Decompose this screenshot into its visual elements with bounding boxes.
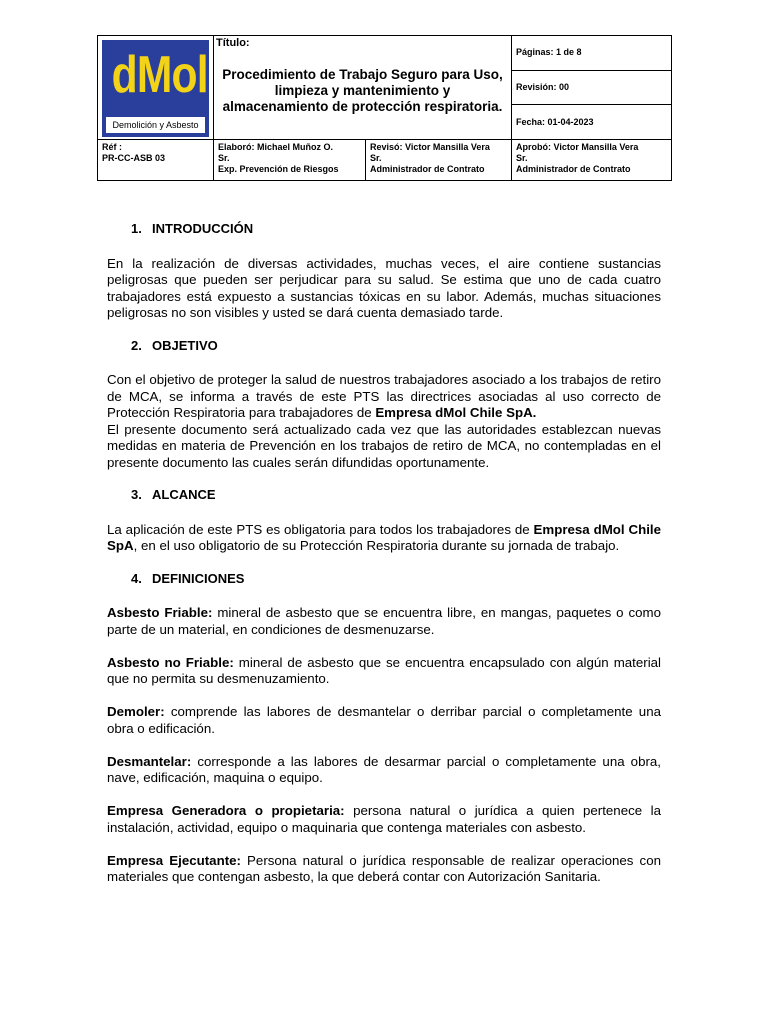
section-number: 2. xyxy=(131,337,142,353)
definition-term: Asbesto no Friable: xyxy=(107,654,234,670)
document-header-table xyxy=(97,35,672,181)
reference-code: PR-CC-ASB 03 xyxy=(102,153,166,163)
elaborated-by-name: Elaboró: Michael Muñoz O. xyxy=(218,142,334,152)
reviewed-by-name: Revisó: Victor Mansilla Vera xyxy=(370,142,490,152)
definition-item xyxy=(107,605,661,638)
definition-text: comprende las labores de desmantelar o derribar parcial o completamente una obra o edificación. xyxy=(107,704,661,736)
definition-term: Empresa Ejecutante: xyxy=(107,852,241,868)
objetivo-paragraph-2: El presente documento será actualizado cada vez que las autoridades establezcan nuevas medidas en materia de Prevención en los trabajos de retiro de MCA, no contempladas en el presente documento las cuales serán difundidas oportunamente. xyxy=(107,421,661,470)
logo-wordmark: dMol xyxy=(111,46,208,104)
reviewed-by-cell xyxy=(366,140,512,181)
section-title: ALCANCE xyxy=(152,487,216,502)
document-title: Procedimiento de Trabajo Seguro para Uso, limpieza y mantenimiento y almacenamiento de protección respiratoria. xyxy=(222,67,503,114)
section-number: 3. xyxy=(131,487,142,502)
reviewed-by-title: Sr. xyxy=(370,153,382,163)
definition-term: Asbesto Friable: xyxy=(107,605,213,620)
section-title: DEFINICIONES xyxy=(152,570,245,586)
section-number: 4. xyxy=(131,570,142,586)
alcance-text: La aplicación de este PTS es obligatoria para todos los trabajadores de xyxy=(107,521,534,537)
objetivo-paragraph-1 xyxy=(107,372,661,422)
objetivo-text: Con el objetivo de proteger la salud de nuestros trabajadores asociado a los trabajos de retiro de MCA, se informa a través de este PTS las directrices asociadas al uso correcto de Protección Respiratoria para trabajadores de xyxy=(107,372,661,420)
title-cell xyxy=(214,36,512,140)
approved-by-role: Administrador de Contrato xyxy=(516,164,631,174)
alcance-text-end: , en el uso obligatorio de su Protección Respiratoria durante su jornada de trabajo. xyxy=(133,538,620,553)
section-heading-objetivo xyxy=(107,338,661,355)
introduccion-paragraph: En la realización de diversas actividades, muchas veces, el aire contiene sustancias peligrosas que pueden ser perjudicar para su salud. Se estima que uno de cada cuatro trabajadores está expuesto a sustancias tóxicas en su labor. Además, muchas situaciones peligrosas no son visibles y usted se dará cuenta demasiado tarde. xyxy=(107,255,661,320)
section-title: OBJETIVO xyxy=(152,337,218,353)
reviewed-by-role: Administrador de Contrato xyxy=(370,164,485,174)
definition-item xyxy=(107,704,661,737)
document-body xyxy=(107,221,661,902)
company-name: Empresa dMol Chile SpA xyxy=(107,521,661,553)
definition-term: Desmantelar: xyxy=(107,753,192,769)
definition-term: Empresa Generadora o propietaria: xyxy=(107,803,345,818)
section-heading-alcance xyxy=(107,487,661,504)
revision-cell: Revisión: 00 xyxy=(512,70,672,105)
company-name: Empresa dMol Chile SpA. xyxy=(375,405,537,420)
section-heading-definiciones xyxy=(107,571,661,588)
definition-item xyxy=(107,655,661,688)
logo-tagline: Demolición y Asbesto xyxy=(106,117,205,133)
section-title: INTRODUCCIÓN xyxy=(152,221,254,236)
definition-item xyxy=(107,754,661,787)
definition-item xyxy=(107,853,661,886)
alcance-paragraph xyxy=(107,522,661,555)
definition-text: mineral de asbesto que se encuentra encapsulado con algún material que no permita su desmenuzamiento. xyxy=(107,654,661,686)
reference-label: Réf : xyxy=(102,142,122,152)
company-logo xyxy=(102,40,209,137)
definition-text: persona natural o jurídica a quien pertenece la instalación, actividad, equipo o maquinaria que contenga materiales con asbesto. xyxy=(107,803,661,835)
definition-item xyxy=(107,803,661,836)
section-heading-introduccion xyxy=(107,221,661,238)
date-cell: Fecha: 01-04-2023 xyxy=(512,105,672,140)
elaborated-by-cell xyxy=(214,140,366,181)
approved-by-name: Aprobó: Victor Mansilla Vera xyxy=(516,142,639,152)
pages-cell: Páginas: 1 de 8 xyxy=(512,36,672,71)
definition-text: mineral de asbesto que se encuentra libre, en mangas, paquetes o como parte de un material, en condiciones de desmenuzarse. xyxy=(107,605,661,637)
approved-by-title: Sr. xyxy=(516,153,528,163)
elaborated-by-role: Exp. Prevención de Riesgos xyxy=(218,164,339,174)
logo-cell xyxy=(98,36,214,140)
approved-by-cell xyxy=(512,140,672,181)
elaborated-by-title: Sr. xyxy=(218,153,230,163)
section-number: 1. xyxy=(131,221,142,236)
title-label: Título: xyxy=(216,37,250,49)
definition-text: corresponde a las labores de desarmar parcial o completamente una obra, nave, edificación, maquina o equipo. xyxy=(107,753,661,785)
definition-term: Demoler: xyxy=(107,704,165,719)
reference-cell xyxy=(98,140,214,181)
definition-text: Persona natural o jurídica responsable de realizar operaciones con materiales que contengan asbesto, la que deberá contar con Autorización Sanitaria. xyxy=(107,852,661,884)
